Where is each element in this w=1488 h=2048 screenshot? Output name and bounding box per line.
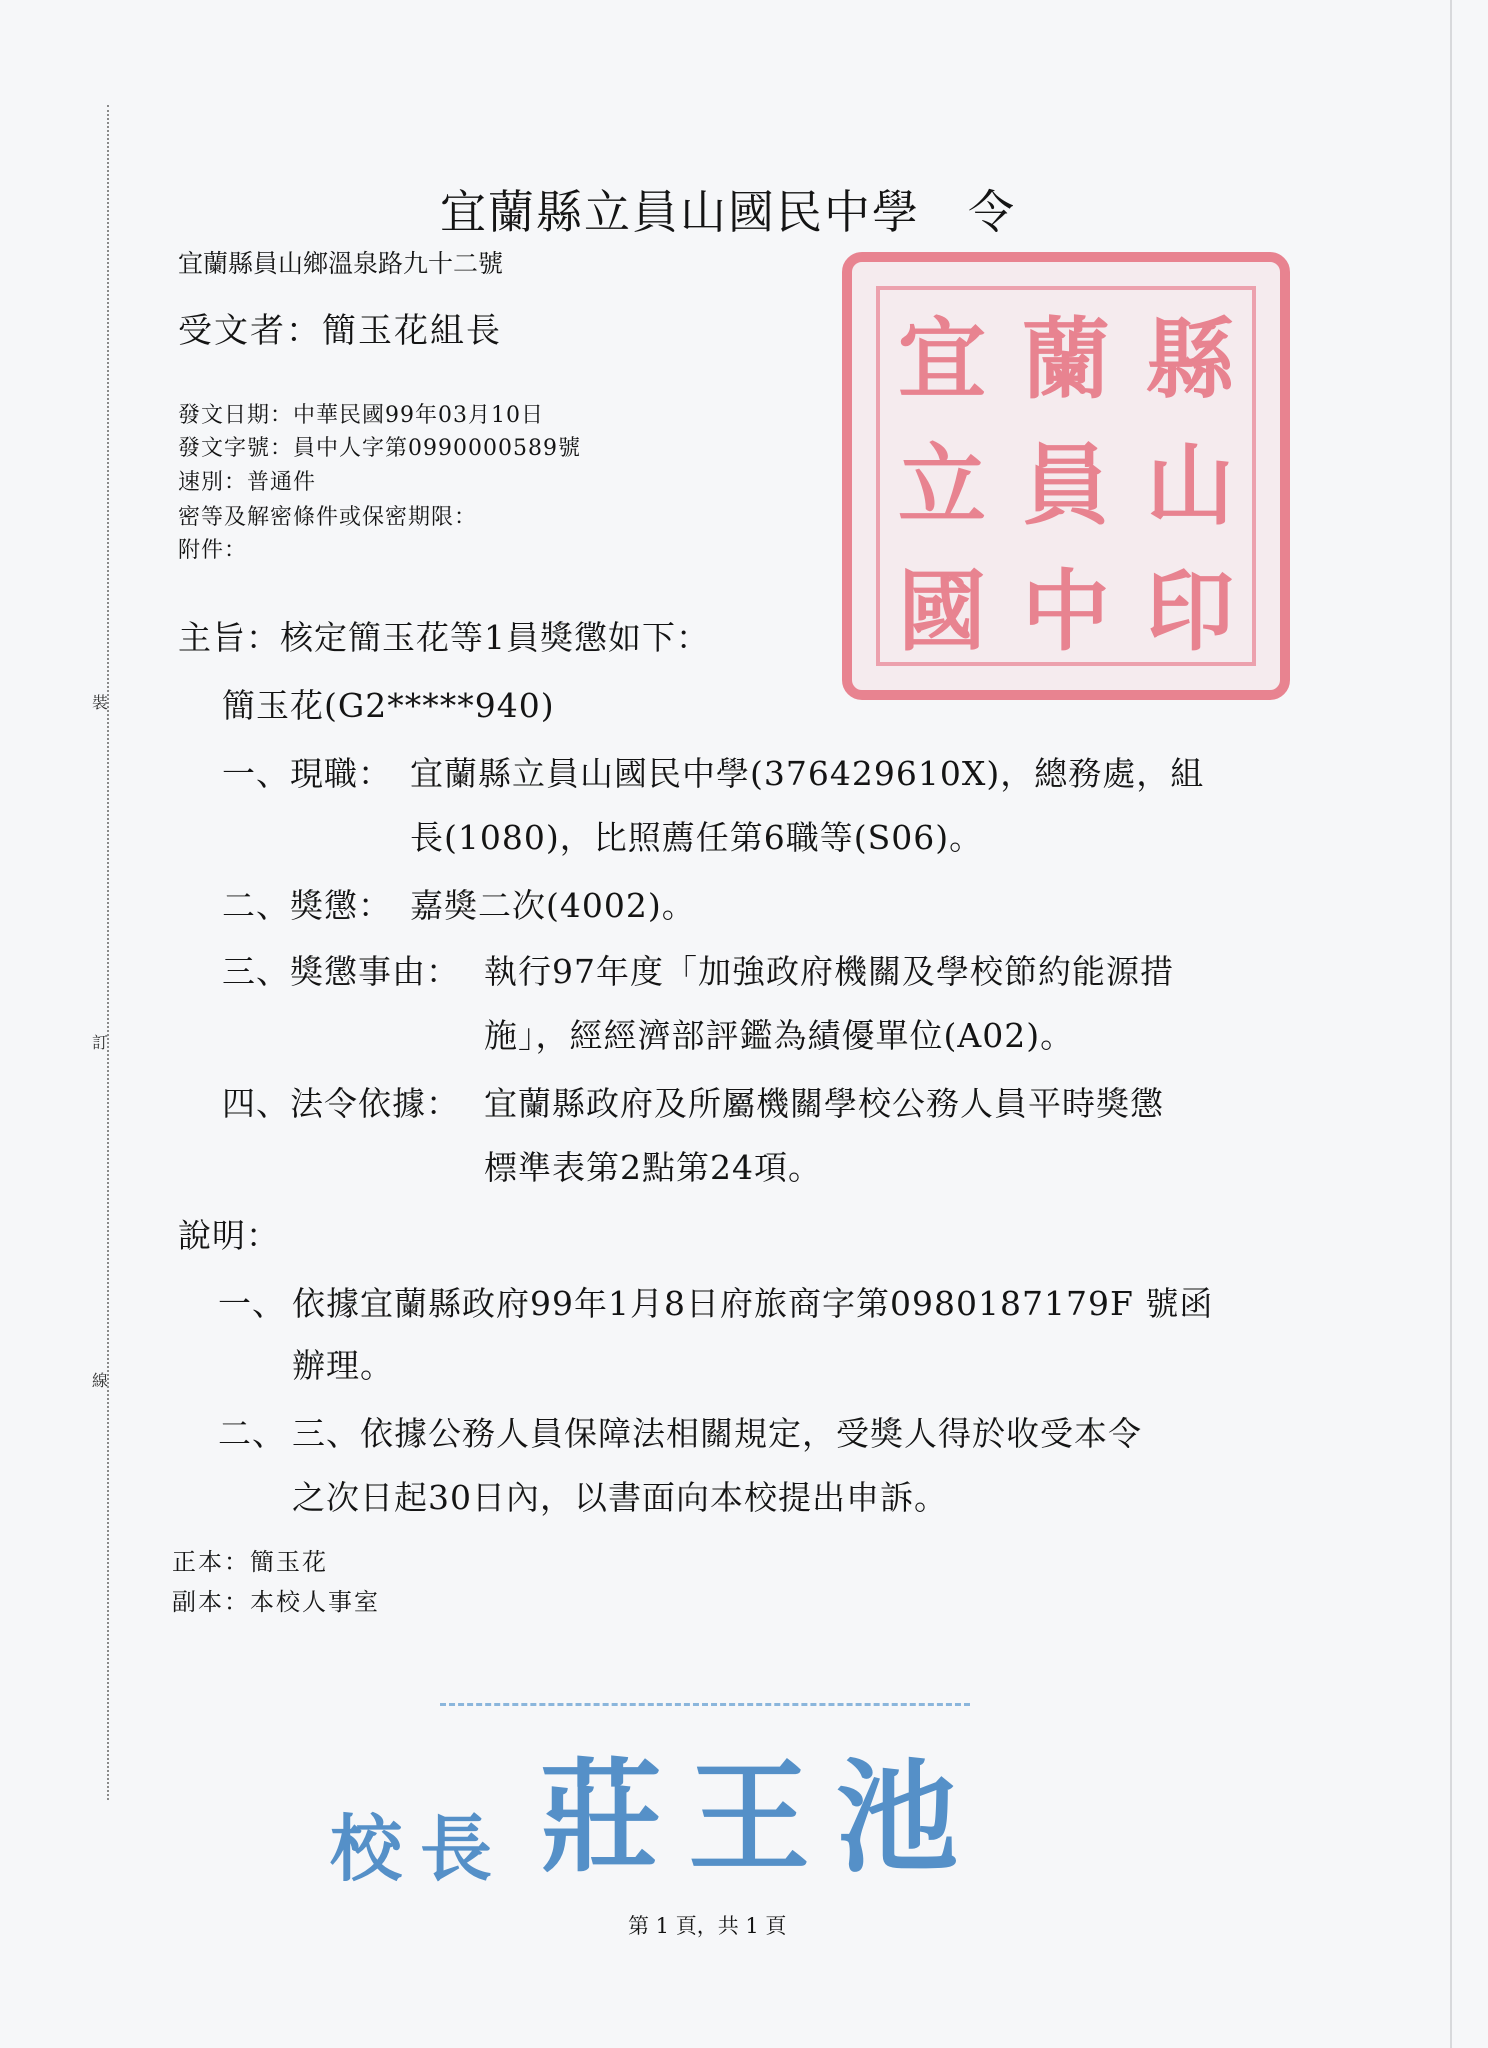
confidentiality: 密等及解密條件或保密期限：	[178, 505, 478, 530]
official-seal: 宜 蘭 縣 立 員 山 國 中 印	[842, 252, 1290, 700]
attachment: 附件：	[178, 538, 248, 563]
subject-line: 主旨：核定簡玉花等1員獎懲如下：	[178, 618, 710, 657]
speed-category: 速別：普通件	[178, 470, 317, 495]
page-edge	[1450, 0, 1452, 2048]
original-recipient: 正本：簡玉花	[172, 1548, 328, 1576]
issue-date: 發文日期：中華民國99年03月10日	[178, 403, 544, 428]
signature-title: 校長	[330, 1806, 511, 1891]
document-title: 宜蘭縣立員山國民中學 令	[440, 185, 1016, 239]
recipient: 受文者：簡玉花組長	[178, 311, 502, 351]
binding-line	[107, 105, 109, 1800]
explanation-2-text-cont: 之次日起30日內，以書面向本校提出申訴。	[292, 1478, 948, 1517]
doc-number: 發文字號：員中人字第0990000589號	[178, 436, 581, 461]
item-3-text-cont: 施」，經經濟部評鑑為績優單位(A02)。	[484, 1016, 1075, 1055]
explanation-heading: 說明：	[178, 1216, 280, 1255]
binding-mark-xian: 線	[92, 1371, 109, 1390]
copy-recipient: 副本：本校人事室	[172, 1588, 380, 1616]
explanation-2-label: 二、	[218, 1414, 286, 1453]
binding-mark-zhuang: 裝	[92, 693, 109, 712]
principal-signature-stamp	[330, 1720, 984, 1895]
item-4-text: 宜蘭縣政府及所屬機關學校公務人員平時獎懲	[484, 1084, 1164, 1123]
item-3-label: 三、獎懲事由：	[222, 952, 460, 991]
page-number: 第 1 頁，共 1 頁	[628, 1914, 787, 1938]
item-3-text: 執行97年度「加強政府機關及學校節約能源措	[484, 952, 1174, 991]
signature-name: 莊王池	[540, 1745, 985, 1889]
item-2-text: 嘉獎二次(4002)。	[410, 886, 696, 925]
item-1-text: 宜蘭縣立員山國民中學(376429610X)，總務處，組	[410, 754, 1205, 793]
explanation-2-text: 三、依據公務人員保障法相關規定，受獎人得於收受本令	[292, 1414, 1142, 1453]
subject-person: 簡玉花(G2*****940)	[222, 686, 555, 725]
item-1-label: 一、現職：	[222, 754, 392, 793]
item-2-label: 二、獎懲：	[222, 886, 392, 925]
binding-mark-ding: 訂	[92, 1033, 109, 1052]
item-1-text-cont: 長(1080)，比照薦任第6職等(S06)。	[410, 818, 984, 857]
explanation-1-text: 依據宜蘭縣政府99年1月8日府旅商字第0980187179F 號函	[292, 1284, 1214, 1323]
item-4-text-cont: 標準表第2點第24項。	[484, 1148, 822, 1187]
item-4-label: 四、法令依據：	[222, 1084, 460, 1123]
school-address: 宜蘭縣員山鄉溫泉路九十二號	[178, 249, 504, 278]
explanation-1-text-cont: 辦理。	[292, 1346, 394, 1385]
signature-stroke	[440, 1703, 970, 1710]
explanation-1-label: 一、	[218, 1284, 286, 1323]
